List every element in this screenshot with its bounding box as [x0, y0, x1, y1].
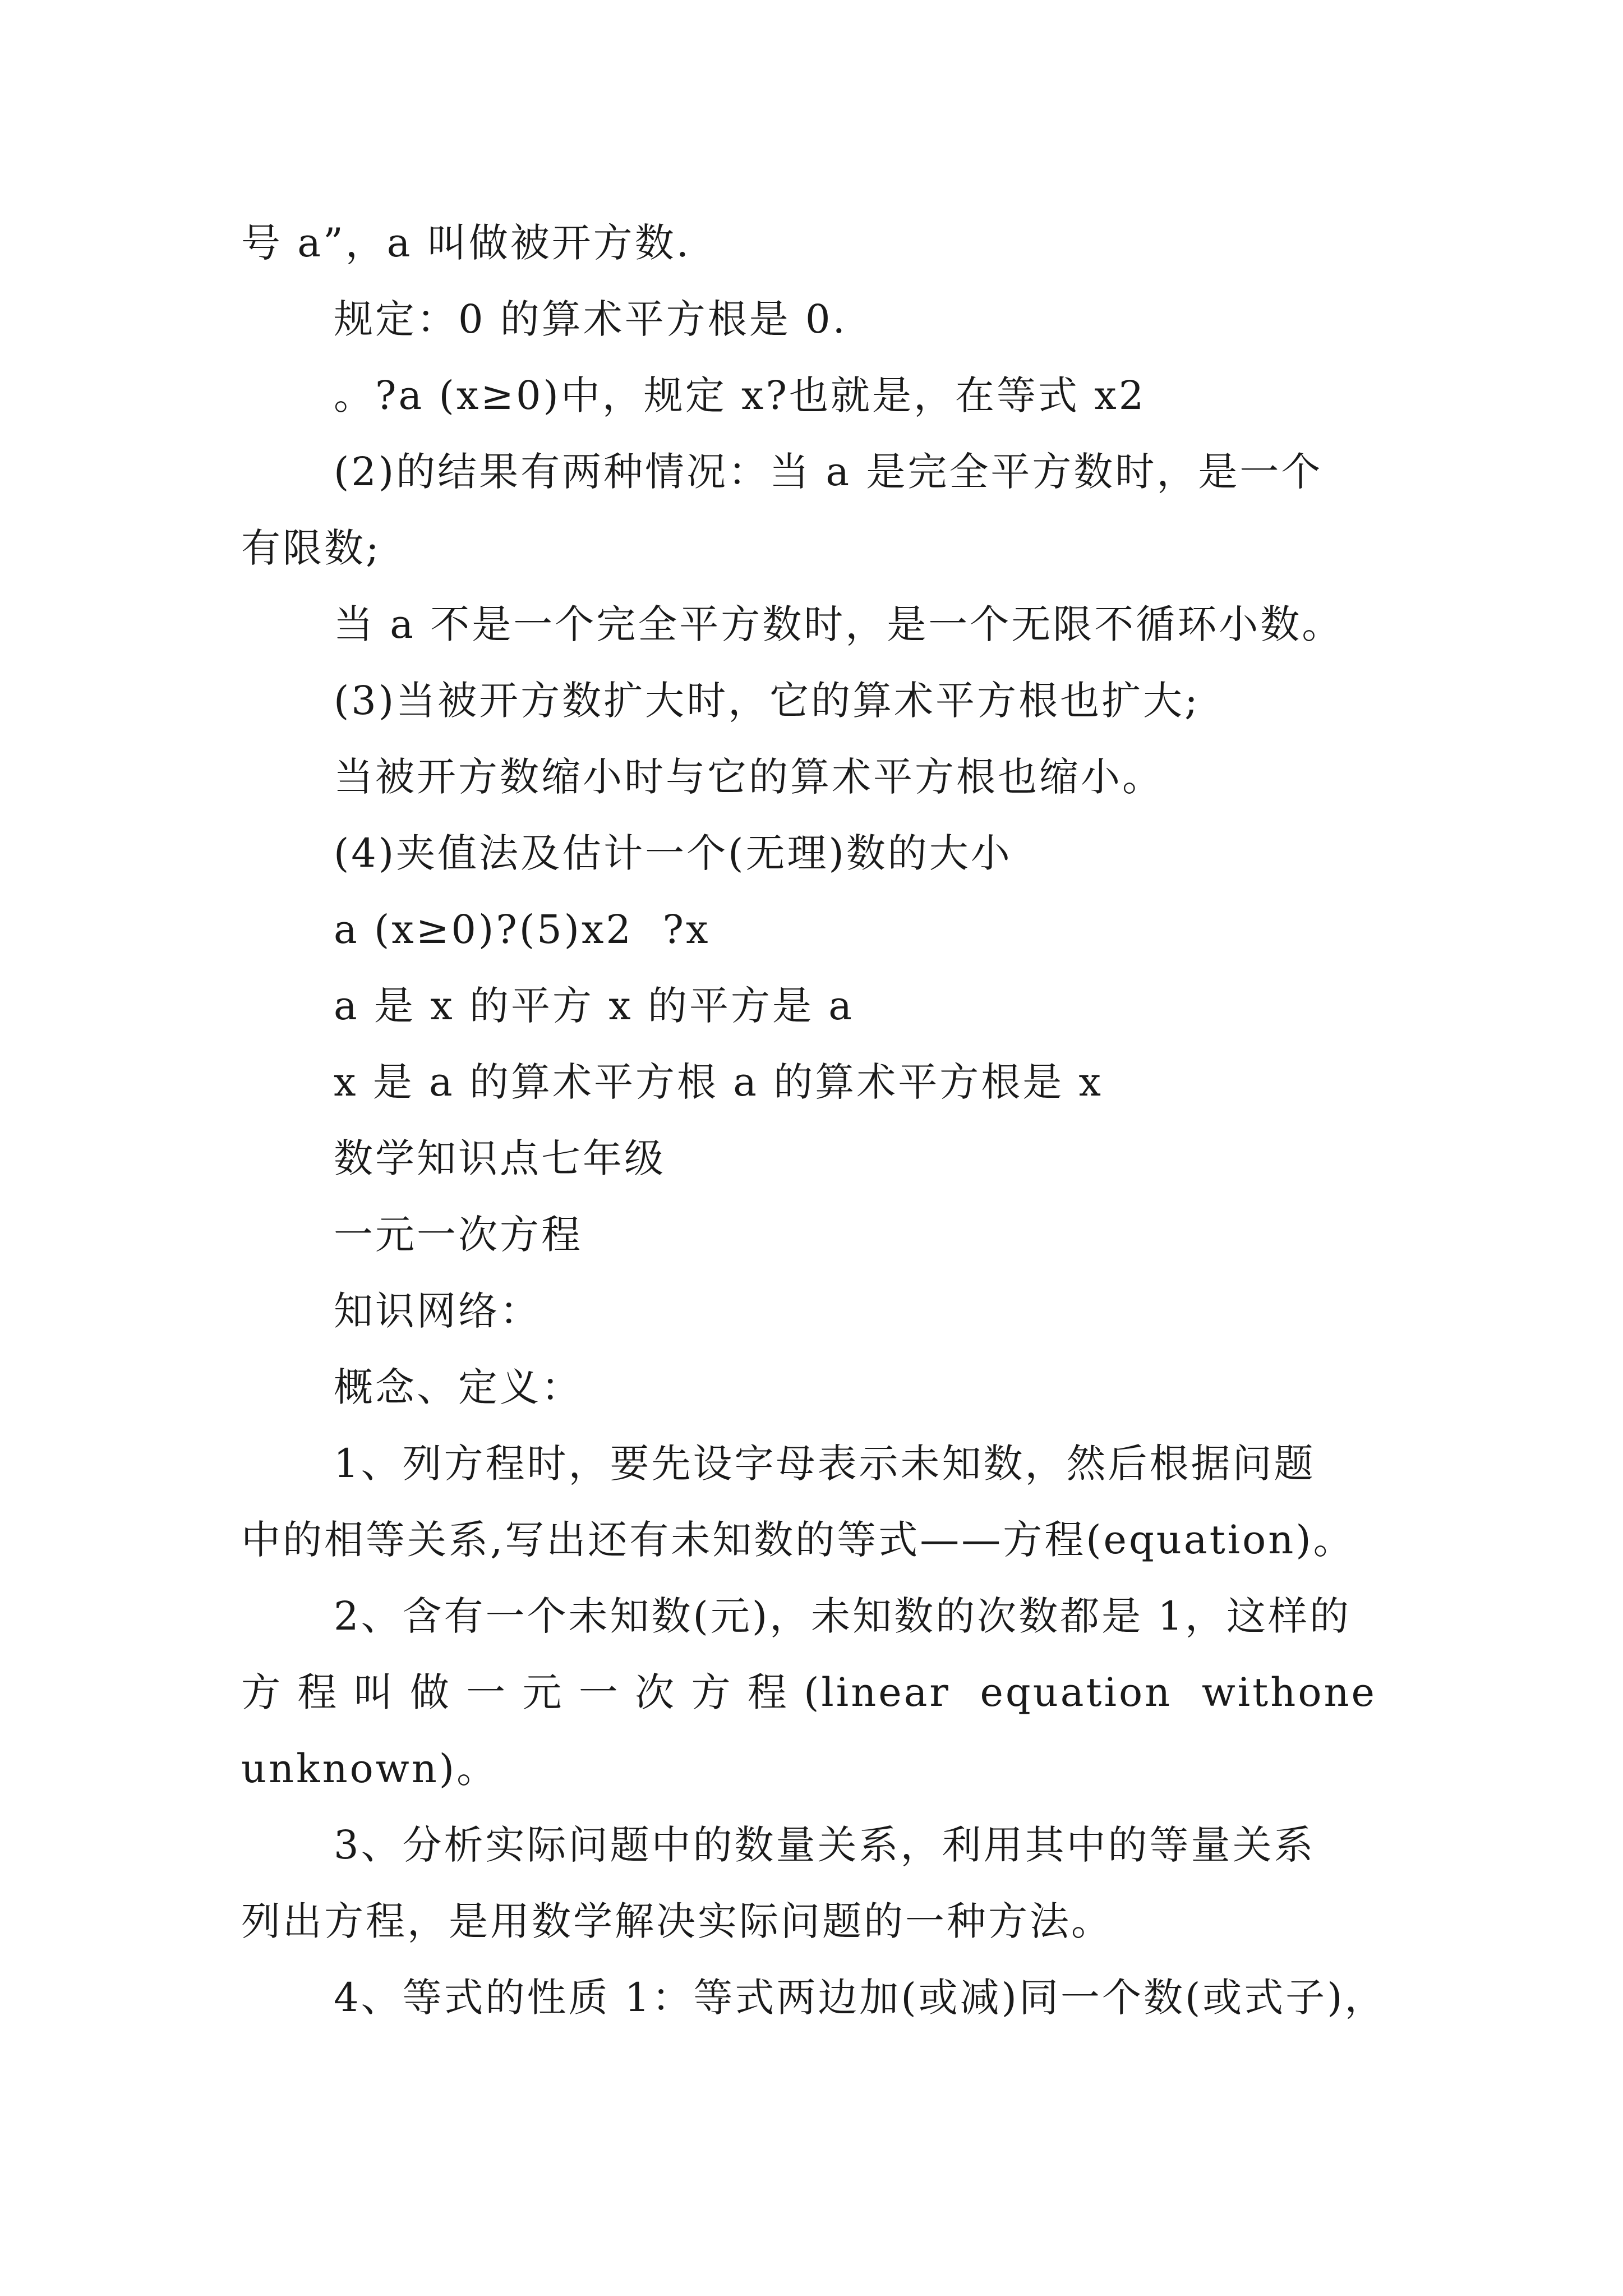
text-line: 列出方程，是用数学解决实际问题的一种方法。	[241, 1898, 1113, 1944]
text-line: x 是 a 的算术平方根 a 的算术平方根是 x	[334, 1059, 1103, 1105]
text-line: (3)当被开方数扩大时，它的算术平方根也扩大;	[334, 678, 1200, 724]
text-line: (4)夹值法及估计一个(无理)数的大小	[334, 830, 1012, 876]
text-line: 。?a (x≥0)中，规定 x?也就是，在等式 x2	[334, 372, 1146, 418]
text-line: 方 程 叫 做 一 元 一 次 方 程 (linear equation withone	[241, 1669, 1377, 1715]
text-line: a (x≥0)?(5)x2 ?x	[334, 907, 711, 953]
text-line: 数学知识点七年级	[334, 1135, 666, 1181]
text-line: 有限数;	[241, 525, 381, 571]
text-line: (2)的结果有两种情况：当 a 是完全平方数时，是一个	[334, 449, 1323, 495]
text-line: 知识网络：	[334, 1288, 541, 1334]
text-line: 概念、定义：	[334, 1364, 583, 1410]
text-line: 1、列方程时，要先设字母表示未知数，然后根据问题	[334, 1441, 1316, 1487]
text-line: 规定：0 的算术平方根是 0.	[334, 296, 847, 342]
text-line: unknown)。	[241, 1746, 499, 1792]
text-line: 一元一次方程	[334, 1212, 583, 1258]
text-line: a 是 x 的平方 x 的平方是 a	[334, 983, 854, 1029]
text-line: 3、分析实际问题中的数量关系，利用其中的等量关系	[334, 1822, 1316, 1868]
text-line: 2、含有一个未知数(元)，未知数的次数都是 1，这样的	[334, 1593, 1351, 1639]
text-line: 中的相等关系,写出还有未知数的等式——方程(equation)。	[241, 1517, 1355, 1563]
text-line: 4、等式的性质 1：等式两边加(或减)同一个数(或式子)，	[334, 1975, 1386, 2021]
text-line: 号 a”，a 叫做被开方数.	[241, 220, 691, 266]
text-line: 当 a 不是一个完全平方数时，是一个无限不循环小数。	[334, 601, 1344, 647]
text-line: 当被开方数缩小时与它的算术平方根也缩小。	[334, 754, 1164, 800]
